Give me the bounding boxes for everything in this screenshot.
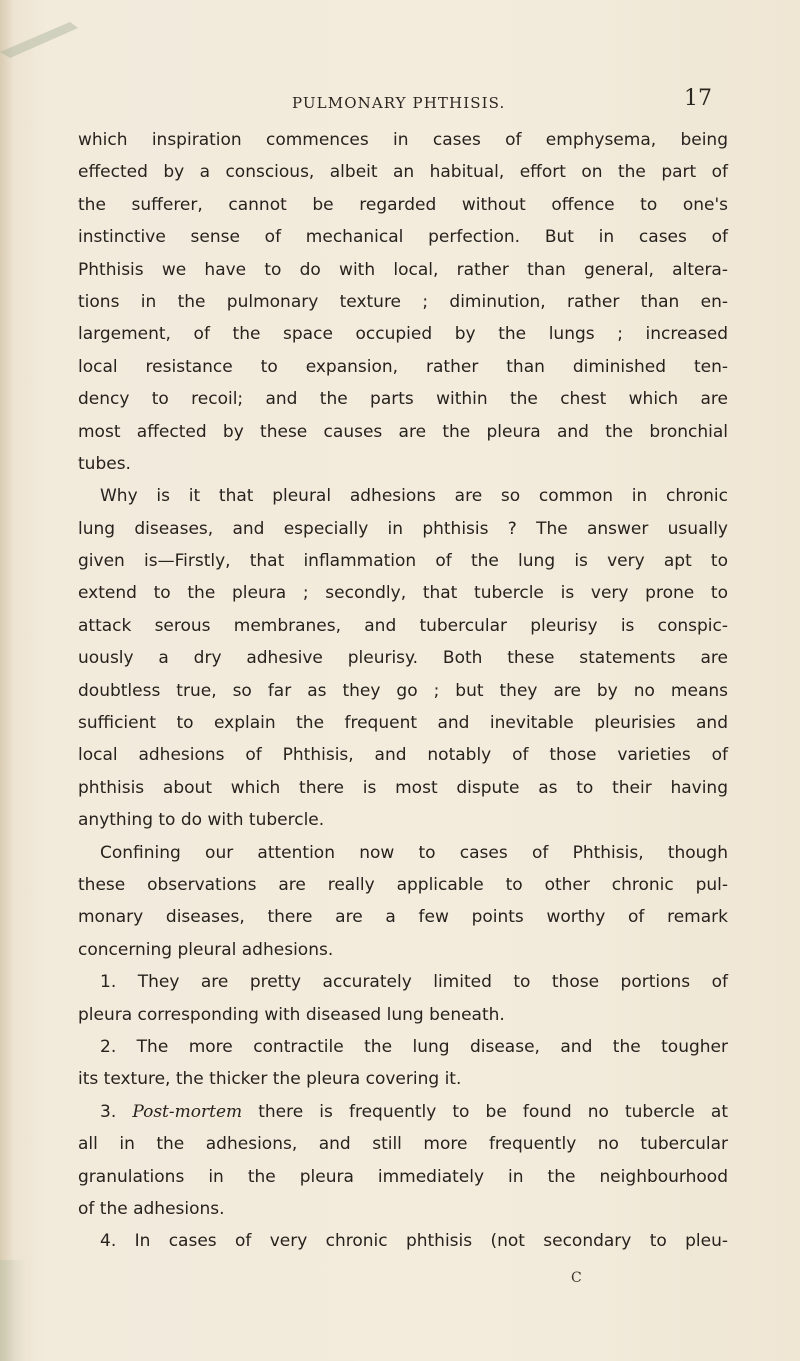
text-line: which inspiration commences in cases of emphysema, being [78,130,728,150]
italic-term: Post-mortem [132,1101,243,1122]
text-line: these observations are really applicable to other chronic pul- [78,874,728,895]
text-line: instinctive sense of mechanical perfection. But in cases of [78,227,728,248]
text-line: extend to the pleura ; secondly, that tubercle is very prone to [78,583,728,604]
text-line: tions in the pulmonary texture ; diminution, rather than en- [78,291,728,312]
text-line: most affected by these causes are the pleura and the bronchial [78,421,728,442]
corner-stain [0,0,140,60]
page-binding-edge [0,0,14,1361]
page-edge-stain [0,1260,26,1361]
text-line: dency to recoil; and the parts within the chest which are [78,389,728,410]
text-line: sufficient to explain the frequent and inevitable pleurisies and [78,713,728,734]
body-text [78,124,728,1258]
text-line: local adhesions of Phthisis, and notably of those varieties of [78,745,728,766]
text-line: monary diseases, there are a few points worthy of remark [78,907,728,928]
text-line: pleura corresponding with diseased lung beneath. [78,1004,505,1025]
text-line: granulations in the pleura immediately in the neighbourhood [78,1166,728,1187]
text-line: given is—Firstly, that inflammation of the lung is very apt to [78,551,728,572]
text-line: doubtless true, so far as they go ; but they are by no means [78,680,728,701]
point-number: 3. [100,1101,117,1122]
text-line: Confining our attention now to cases of Phthisis, though [100,842,728,863]
text-line: Phthisis we have to do with local, rather than general, altera- [78,259,728,280]
text-line: phthisis about which there is most dispute as to their having [78,777,728,798]
running-title: PULMONARY PHTHISIS. [292,94,506,112]
text-line: local resistance to expansion, rather than diminished ten- [78,356,728,377]
text-line: concerning pleural adhesions. [78,939,334,960]
text-line: all in the adhesions, and still more frequently no tubercular [78,1134,728,1155]
text-line: lung diseases, and especially in phthisis ? The answer usually [78,518,728,539]
numbered-point-2: 2. The more contractile the lung disease, and the tougher [100,1036,728,1057]
numbered-point-3 [78,1096,728,1128]
text-line: Why is it that pleural adhesions are so common in chronic [100,486,728,507]
text-line: uously a dry adhesive pleurisy. Both these statements are [78,648,728,669]
text-line: the sufferer, cannot be regarded without offence to one's [78,194,728,215]
text-line: largement, of the space occupied by the lungs ; increased [78,324,728,345]
text-line: effected by a conscious, albeit an habitual, effort on the part of [78,162,728,183]
numbered-point-1: 1. They are pretty accurately limited to those portions of [100,972,728,993]
point-text: there is frequently to be found no tubercle at [258,1101,729,1122]
page-number: 17 [684,86,712,111]
signature-mark: C [571,1270,582,1286]
text-line: of the adhesions. [78,1198,225,1219]
page-header [0,86,800,116]
text-line: anything to do with tubercle. [78,810,325,831]
text-line: its texture, the thicker the pleura covering it. [78,1069,462,1090]
numbered-point-4: 4. In cases of very chronic phthisis (not secondary to pleu- [100,1231,728,1252]
text-line: attack serous membranes, and tubercular pleurisy is conspic- [78,615,728,636]
text-line: tubes. [78,453,131,474]
